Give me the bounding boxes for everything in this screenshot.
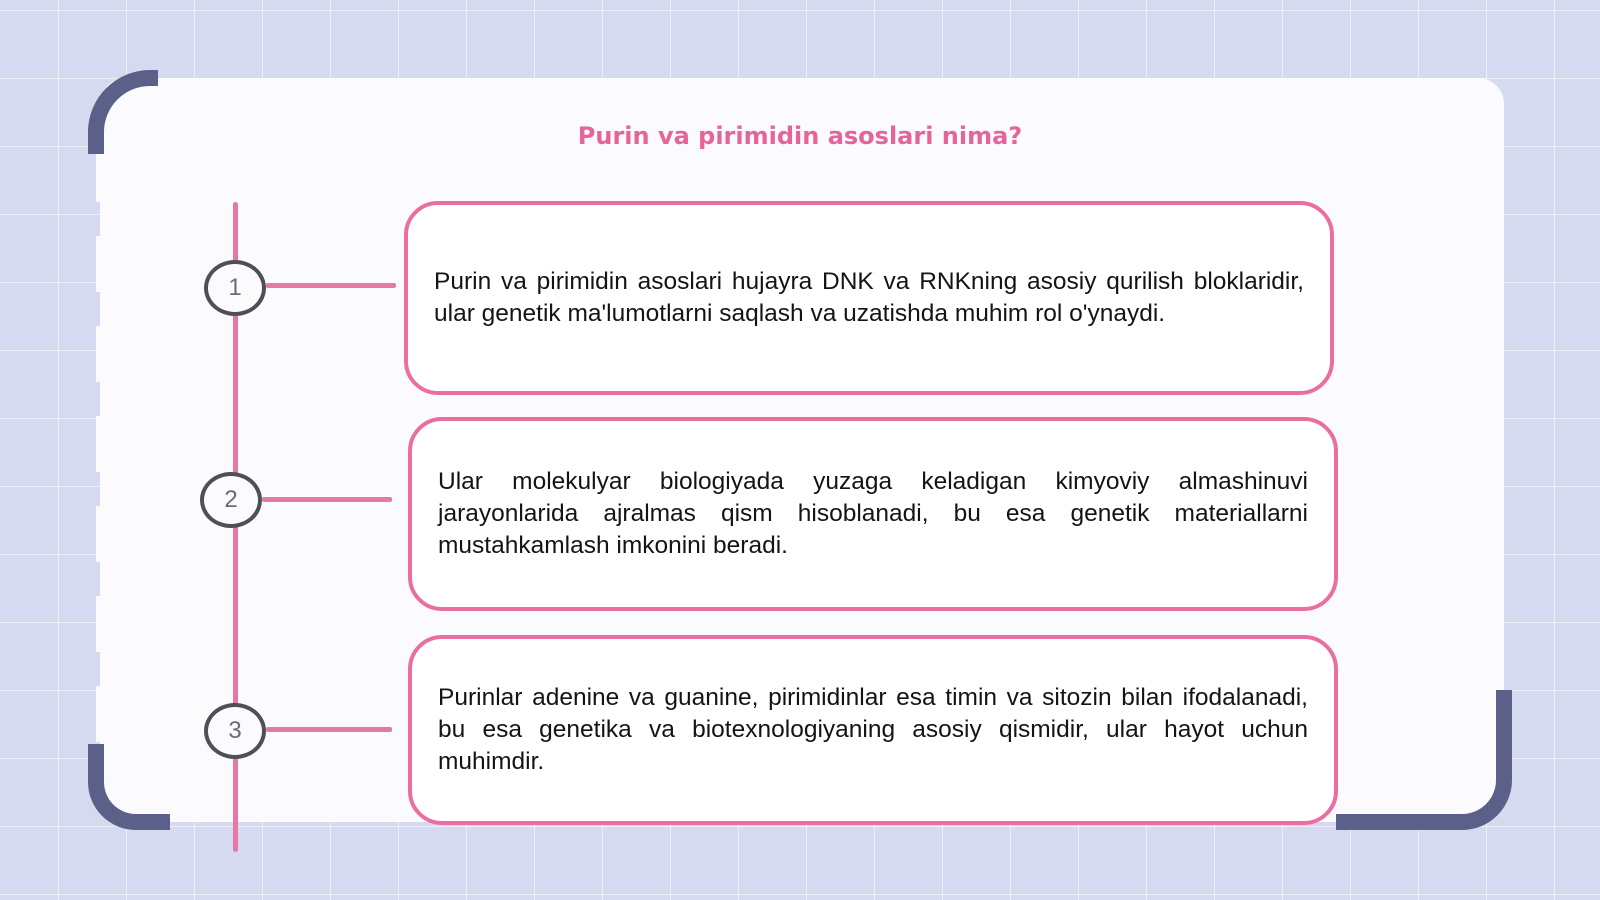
step-number: 2 [224,486,238,513]
step-text: Ular molekulyar biologiyada yuzaga keladigan kimyoviy almashinuvi jarayonlarida ajralmas qism hisoblanadi, bu esa genetik materiallarni mustahkamlash imkonini beradi. [438,468,1308,559]
step-box-1 [404,201,1334,395]
slide-title: Purin va pirimidin asoslari nima? [577,122,1023,150]
step-connector [262,497,392,502]
step-box-3 [408,635,1338,825]
step-marker-2 [200,472,262,528]
step-box-2 [408,417,1338,611]
corner-bracket-bottom-right [1336,690,1512,830]
step-marker-1 [204,260,266,316]
step-connector [266,727,392,732]
step-text: Purinlar adenine va guanine, pirimidinlar esa timin va sitozin bilan ifodalanadi, bu esa genetika va biotexnologiyaning asosiy qismidir, ular hayot uchun muhimdir. [438,684,1308,775]
corner-bracket-bottom-left [88,744,170,830]
step-text: Purin va pirimidin asoslari hujayra DNK va RNKning asosiy qurilish bloklaridir, ular genetik ma'lumotlarni saqlash va uzatishda muhim rol o'ynaydi. [434,268,1304,327]
step-marker-3 [204,703,266,759]
step-number: 3 [228,717,242,744]
step-connector [266,283,396,288]
step-number: 1 [228,274,242,301]
